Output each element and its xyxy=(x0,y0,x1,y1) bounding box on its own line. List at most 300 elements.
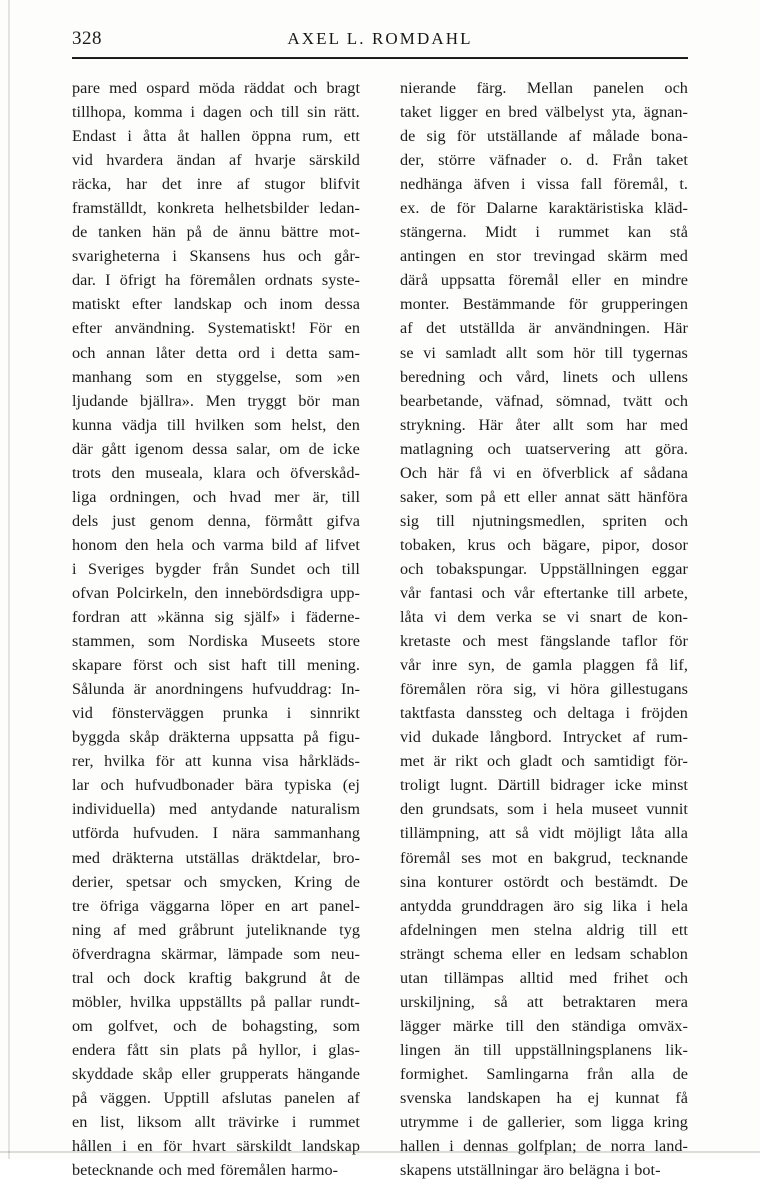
word: hör xyxy=(573,343,596,362)
word: den xyxy=(536,1016,560,1035)
word: rummet xyxy=(558,223,610,242)
word: och xyxy=(462,632,486,651)
word: rum, xyxy=(302,127,333,146)
word: Skansens xyxy=(189,247,251,266)
word: går- xyxy=(334,247,360,266)
text-line xyxy=(400,966,688,990)
word: samtidigt xyxy=(593,752,655,771)
word: Upptill xyxy=(163,1088,210,1107)
word: räcka, xyxy=(72,175,112,194)
word: för xyxy=(162,1137,183,1156)
word: skapare xyxy=(72,656,122,675)
word: upp- xyxy=(330,583,360,602)
word: alltid xyxy=(519,968,554,987)
word: om xyxy=(72,1016,93,1035)
word: i xyxy=(72,559,77,578)
word: monter. xyxy=(400,295,450,314)
word: taket xyxy=(656,151,688,170)
word: betecknande xyxy=(72,1161,154,1180)
word: och xyxy=(173,656,198,675)
word: smycken, xyxy=(219,872,282,891)
text-line xyxy=(400,76,688,100)
word: fordran xyxy=(72,608,120,627)
word: bild xyxy=(271,535,297,554)
word: på xyxy=(232,1040,248,1059)
word: till xyxy=(483,1040,502,1059)
word: tillämpas xyxy=(444,968,504,987)
word: museala, xyxy=(145,463,203,482)
text-line xyxy=(400,725,688,749)
word: grundsats, xyxy=(432,800,499,819)
text-line xyxy=(400,461,688,485)
text-line xyxy=(72,292,360,316)
word: är xyxy=(528,319,542,338)
word: vår xyxy=(513,583,535,602)
word: rätt. xyxy=(334,103,360,122)
word: Dalarne xyxy=(486,199,538,218)
word: till xyxy=(617,583,636,602)
word: i xyxy=(127,127,132,146)
word: föremål xyxy=(400,848,451,867)
word: norra xyxy=(610,1137,646,1156)
word: att xyxy=(489,824,506,843)
word: haft xyxy=(241,656,267,675)
word: i xyxy=(542,800,548,819)
word: sätt xyxy=(607,487,631,506)
word: trots xyxy=(72,463,102,482)
word: på xyxy=(186,223,202,242)
word: är xyxy=(433,752,447,771)
word: ligger xyxy=(439,103,478,122)
word: lugnt. xyxy=(449,776,488,795)
word: ej xyxy=(587,1088,600,1107)
word: åter xyxy=(515,415,541,434)
word: skärmar, xyxy=(161,944,218,963)
word: stammen, xyxy=(72,632,135,651)
word: här xyxy=(437,463,459,482)
word: och xyxy=(664,968,688,987)
word: konturer xyxy=(437,872,493,891)
word: Här xyxy=(478,415,503,434)
word: och xyxy=(664,79,688,97)
word: Kring xyxy=(294,872,333,891)
word: uppsatta xyxy=(440,271,496,290)
word: helst, xyxy=(291,415,327,434)
text-line xyxy=(72,701,360,725)
text-line xyxy=(400,1110,688,1134)
word: vi xyxy=(547,680,560,699)
word: konkreta xyxy=(157,199,215,218)
text-line xyxy=(72,1014,360,1038)
word: eggar xyxy=(651,559,688,578)
text-line xyxy=(72,653,360,677)
word: med xyxy=(186,1161,216,1180)
word: för xyxy=(456,199,476,218)
word: i xyxy=(646,896,652,915)
text-line xyxy=(400,749,688,773)
word: en xyxy=(344,319,360,338)
word: bör xyxy=(298,391,321,410)
word: fröjden xyxy=(640,704,688,723)
word: kon- xyxy=(658,608,688,627)
text-line xyxy=(72,942,360,966)
word: sig xyxy=(400,511,420,530)
word: plats xyxy=(190,1040,221,1059)
word: för xyxy=(155,752,175,771)
text-line xyxy=(72,1038,360,1062)
word: klara xyxy=(213,463,246,482)
word: glas- xyxy=(328,1040,360,1059)
word: ledan- xyxy=(319,199,360,218)
word: åtta xyxy=(143,127,167,146)
word: I xyxy=(212,824,219,843)
word: hänföra xyxy=(638,487,688,506)
word: i xyxy=(286,704,292,723)
word: eller xyxy=(511,944,541,963)
word: löper xyxy=(220,896,255,915)
word: bakgrud, xyxy=(553,848,612,867)
word: ständiga xyxy=(571,1016,627,1035)
word: byggda xyxy=(72,728,120,747)
word: »känna xyxy=(157,608,205,627)
word: liga xyxy=(72,487,97,506)
word: dukade xyxy=(431,728,479,747)
word: detta xyxy=(285,343,318,362)
text-line xyxy=(400,773,688,797)
word: bot- xyxy=(634,1161,661,1180)
word: än xyxy=(454,1040,470,1059)
word: tillämpning, xyxy=(400,824,480,843)
word: den xyxy=(125,535,149,554)
word: att xyxy=(624,439,641,458)
word: som xyxy=(574,1113,602,1132)
word: är, xyxy=(312,487,329,506)
word: i xyxy=(190,103,196,122)
word: hallen xyxy=(200,127,241,146)
word: som xyxy=(332,1016,360,1035)
text-line xyxy=(400,509,688,533)
word: dessa xyxy=(192,439,228,458)
word: Midt xyxy=(485,223,517,242)
word: beredning xyxy=(400,367,466,386)
word: Sålunda xyxy=(72,680,125,699)
word: frihet xyxy=(613,968,649,987)
word: de xyxy=(585,1137,602,1156)
word: taket xyxy=(400,103,432,122)
word: visa xyxy=(262,752,289,771)
word: öfverblick xyxy=(542,463,610,482)
word: nierande xyxy=(400,79,457,97)
word: Intrycket xyxy=(562,728,622,747)
word: Sundet xyxy=(250,559,296,578)
word: stelna xyxy=(533,920,572,939)
word: och xyxy=(560,872,584,891)
column-right xyxy=(400,76,688,1182)
word: eller xyxy=(181,1064,211,1083)
word: de xyxy=(430,199,446,218)
word: utrymme xyxy=(400,1113,459,1132)
word: så xyxy=(494,992,508,1011)
word: individuella) xyxy=(72,800,156,819)
text-line xyxy=(400,990,688,1014)
header-rule xyxy=(72,57,688,59)
word: aldrig xyxy=(586,920,625,939)
word: gladt xyxy=(519,752,553,771)
text-line xyxy=(400,341,688,365)
text-line xyxy=(72,894,360,918)
word: i xyxy=(535,223,540,242)
word: skåp xyxy=(129,728,160,747)
text-line xyxy=(72,990,360,1014)
word: skärm xyxy=(607,247,648,266)
word: lar xyxy=(72,776,90,795)
word: af xyxy=(620,463,633,482)
word: på xyxy=(72,1088,88,1107)
word: museet xyxy=(591,800,638,819)
text-line xyxy=(72,1086,360,1110)
word: inom xyxy=(279,295,313,314)
word: till xyxy=(505,1016,524,1035)
word: af xyxy=(113,920,126,939)
word: fäderne- xyxy=(305,608,360,627)
word: strängt xyxy=(400,944,445,963)
page-number: 328 xyxy=(72,28,102,49)
text-line xyxy=(400,677,688,701)
word: i xyxy=(312,1040,317,1059)
word: stängerna. xyxy=(400,223,467,242)
word: mindre xyxy=(641,271,688,290)
word: de xyxy=(632,608,648,627)
text-line xyxy=(72,172,360,196)
word: eller xyxy=(527,487,557,506)
word: ning xyxy=(72,920,101,939)
word: syn, xyxy=(468,656,495,675)
word: vi xyxy=(492,463,506,482)
word: och xyxy=(293,79,318,97)
word: arbete, xyxy=(644,583,688,602)
text-line xyxy=(72,1110,360,1134)
word: som xyxy=(536,343,564,362)
word: låta xyxy=(630,824,655,843)
word: karaktäristiska xyxy=(548,199,644,218)
word: ospard xyxy=(146,79,190,97)
word: hvardera xyxy=(106,151,164,170)
word: ett xyxy=(343,127,360,146)
word: bona- xyxy=(650,127,688,146)
word: i xyxy=(468,1113,473,1132)
word: se xyxy=(542,608,557,627)
word: hängande xyxy=(297,1064,360,1083)
word: samladt xyxy=(445,343,497,362)
word: väfnader xyxy=(489,151,547,170)
word: särskild xyxy=(309,151,360,170)
word: och xyxy=(533,704,557,723)
word: sist xyxy=(208,656,231,675)
word: bägare, xyxy=(542,535,591,554)
word: rum- xyxy=(656,728,688,747)
word: annan xyxy=(106,343,146,362)
text-line xyxy=(400,1014,688,1038)
word: kan xyxy=(627,223,652,242)
word: de xyxy=(344,968,360,987)
word: där xyxy=(72,439,93,458)
word: dar. xyxy=(72,271,97,290)
word: Nordiska xyxy=(188,632,248,651)
word: och xyxy=(100,776,124,795)
word: styggelse, xyxy=(216,367,282,386)
text-line xyxy=(72,966,360,990)
word: öfverskåd- xyxy=(290,463,360,482)
text-line xyxy=(72,413,360,437)
word: kunnat xyxy=(615,1088,660,1107)
word: taflor xyxy=(621,632,658,651)
word: genom xyxy=(149,511,194,530)
word: vid xyxy=(400,728,421,747)
word: uppsatta xyxy=(239,728,295,747)
word: räddat xyxy=(244,79,285,97)
word: omväx- xyxy=(638,1016,688,1035)
word: af xyxy=(236,175,250,194)
word: igenom xyxy=(134,439,184,458)
word: panelen xyxy=(593,79,645,97)
word: dräktdelar, xyxy=(251,848,321,867)
text-line xyxy=(400,365,688,389)
word: Polcirkeln, xyxy=(116,583,188,602)
word: och xyxy=(243,295,268,314)
word: Men xyxy=(205,391,236,410)
word: taktfasta xyxy=(400,704,456,723)
word: i xyxy=(449,1137,454,1156)
word: strykning. xyxy=(400,415,466,434)
word: plaggen xyxy=(583,656,635,675)
text-line xyxy=(72,76,360,100)
word: ha xyxy=(556,1088,572,1107)
word: användningen. xyxy=(554,319,651,338)
word: bearbetande, xyxy=(400,391,483,410)
word: efter xyxy=(131,295,162,314)
word: ɯatservering xyxy=(525,439,611,458)
word: se xyxy=(400,343,414,362)
word: och xyxy=(611,367,636,386)
word: de xyxy=(505,656,522,675)
word: pare xyxy=(72,79,101,97)
word: låter xyxy=(155,343,185,362)
word: de xyxy=(672,1064,688,1083)
word: sin xyxy=(159,1040,179,1059)
word: en xyxy=(72,1113,88,1132)
text-line xyxy=(72,1062,360,1086)
word: hela xyxy=(156,535,184,554)
word: i xyxy=(625,704,630,723)
word: liksom xyxy=(137,1113,182,1132)
word: komma xyxy=(133,103,183,122)
word: urskiljning, xyxy=(400,992,475,1011)
word: landskap xyxy=(302,1137,360,1156)
word: art xyxy=(291,896,309,915)
word: i xyxy=(122,1137,127,1156)
word: tvätt xyxy=(623,391,653,410)
word: sin xyxy=(307,103,327,122)
text-line xyxy=(400,389,688,413)
text-line xyxy=(400,701,688,725)
word: framställdt, xyxy=(72,199,147,218)
word: hela xyxy=(660,896,688,915)
word: bjällra». xyxy=(140,391,194,410)
word: för xyxy=(456,127,476,146)
word: från xyxy=(212,559,239,578)
word: denna, xyxy=(207,511,251,530)
word: pipor, xyxy=(602,535,640,554)
word: tre xyxy=(72,896,90,915)
word: mer xyxy=(274,487,300,506)
word: Därtill xyxy=(497,776,541,795)
word: harmo- xyxy=(291,1161,339,1180)
text-line xyxy=(72,461,360,485)
word: trevingad xyxy=(533,247,596,266)
word: åt xyxy=(177,127,190,146)
word: dock xyxy=(143,968,176,987)
word: utställningar xyxy=(456,1161,539,1180)
word: kunna xyxy=(72,415,112,434)
word: ostördt xyxy=(503,872,550,891)
word: fängslande xyxy=(539,632,611,651)
word: de xyxy=(72,223,88,242)
text-line xyxy=(400,821,688,845)
text-line xyxy=(400,100,688,124)
word: antydande xyxy=(210,800,278,819)
word: icke xyxy=(614,776,642,795)
word: att xyxy=(527,992,544,1011)
word: Mellan xyxy=(526,79,574,97)
word: allt xyxy=(552,415,574,434)
word: I xyxy=(105,271,111,290)
word: endera xyxy=(72,1040,116,1059)
text-line xyxy=(72,725,360,749)
word: helhetsbilder xyxy=(224,199,309,218)
word: stugor xyxy=(264,175,306,194)
word: deltaga xyxy=(567,704,615,723)
word: tral xyxy=(72,968,94,987)
word: själf» xyxy=(244,608,281,627)
word: färg. xyxy=(476,79,507,97)
word: på xyxy=(480,487,496,506)
word: troligt xyxy=(400,776,440,795)
word: vunnit xyxy=(646,800,688,819)
text-line xyxy=(72,148,360,172)
word: Systematiskt! xyxy=(207,319,297,338)
word: den xyxy=(111,463,135,482)
word: Uppställningen xyxy=(539,559,640,578)
word: mera xyxy=(655,992,688,1011)
text-line xyxy=(72,749,360,773)
word: ord xyxy=(238,343,260,362)
word: kretaste xyxy=(400,632,451,651)
word: i xyxy=(624,1161,630,1180)
word: För xyxy=(309,319,332,338)
word: grupperats xyxy=(219,1064,289,1083)
word: fått xyxy=(126,1040,149,1059)
word: som xyxy=(507,800,535,819)
text-line xyxy=(400,1086,688,1110)
word: ett xyxy=(671,920,688,939)
word: och xyxy=(191,535,216,554)
word: syste- xyxy=(321,271,360,290)
word: ännu xyxy=(238,223,271,242)
word: de xyxy=(344,872,360,891)
word: vid xyxy=(72,151,93,170)
text-line xyxy=(72,485,360,509)
word: och xyxy=(400,559,424,578)
